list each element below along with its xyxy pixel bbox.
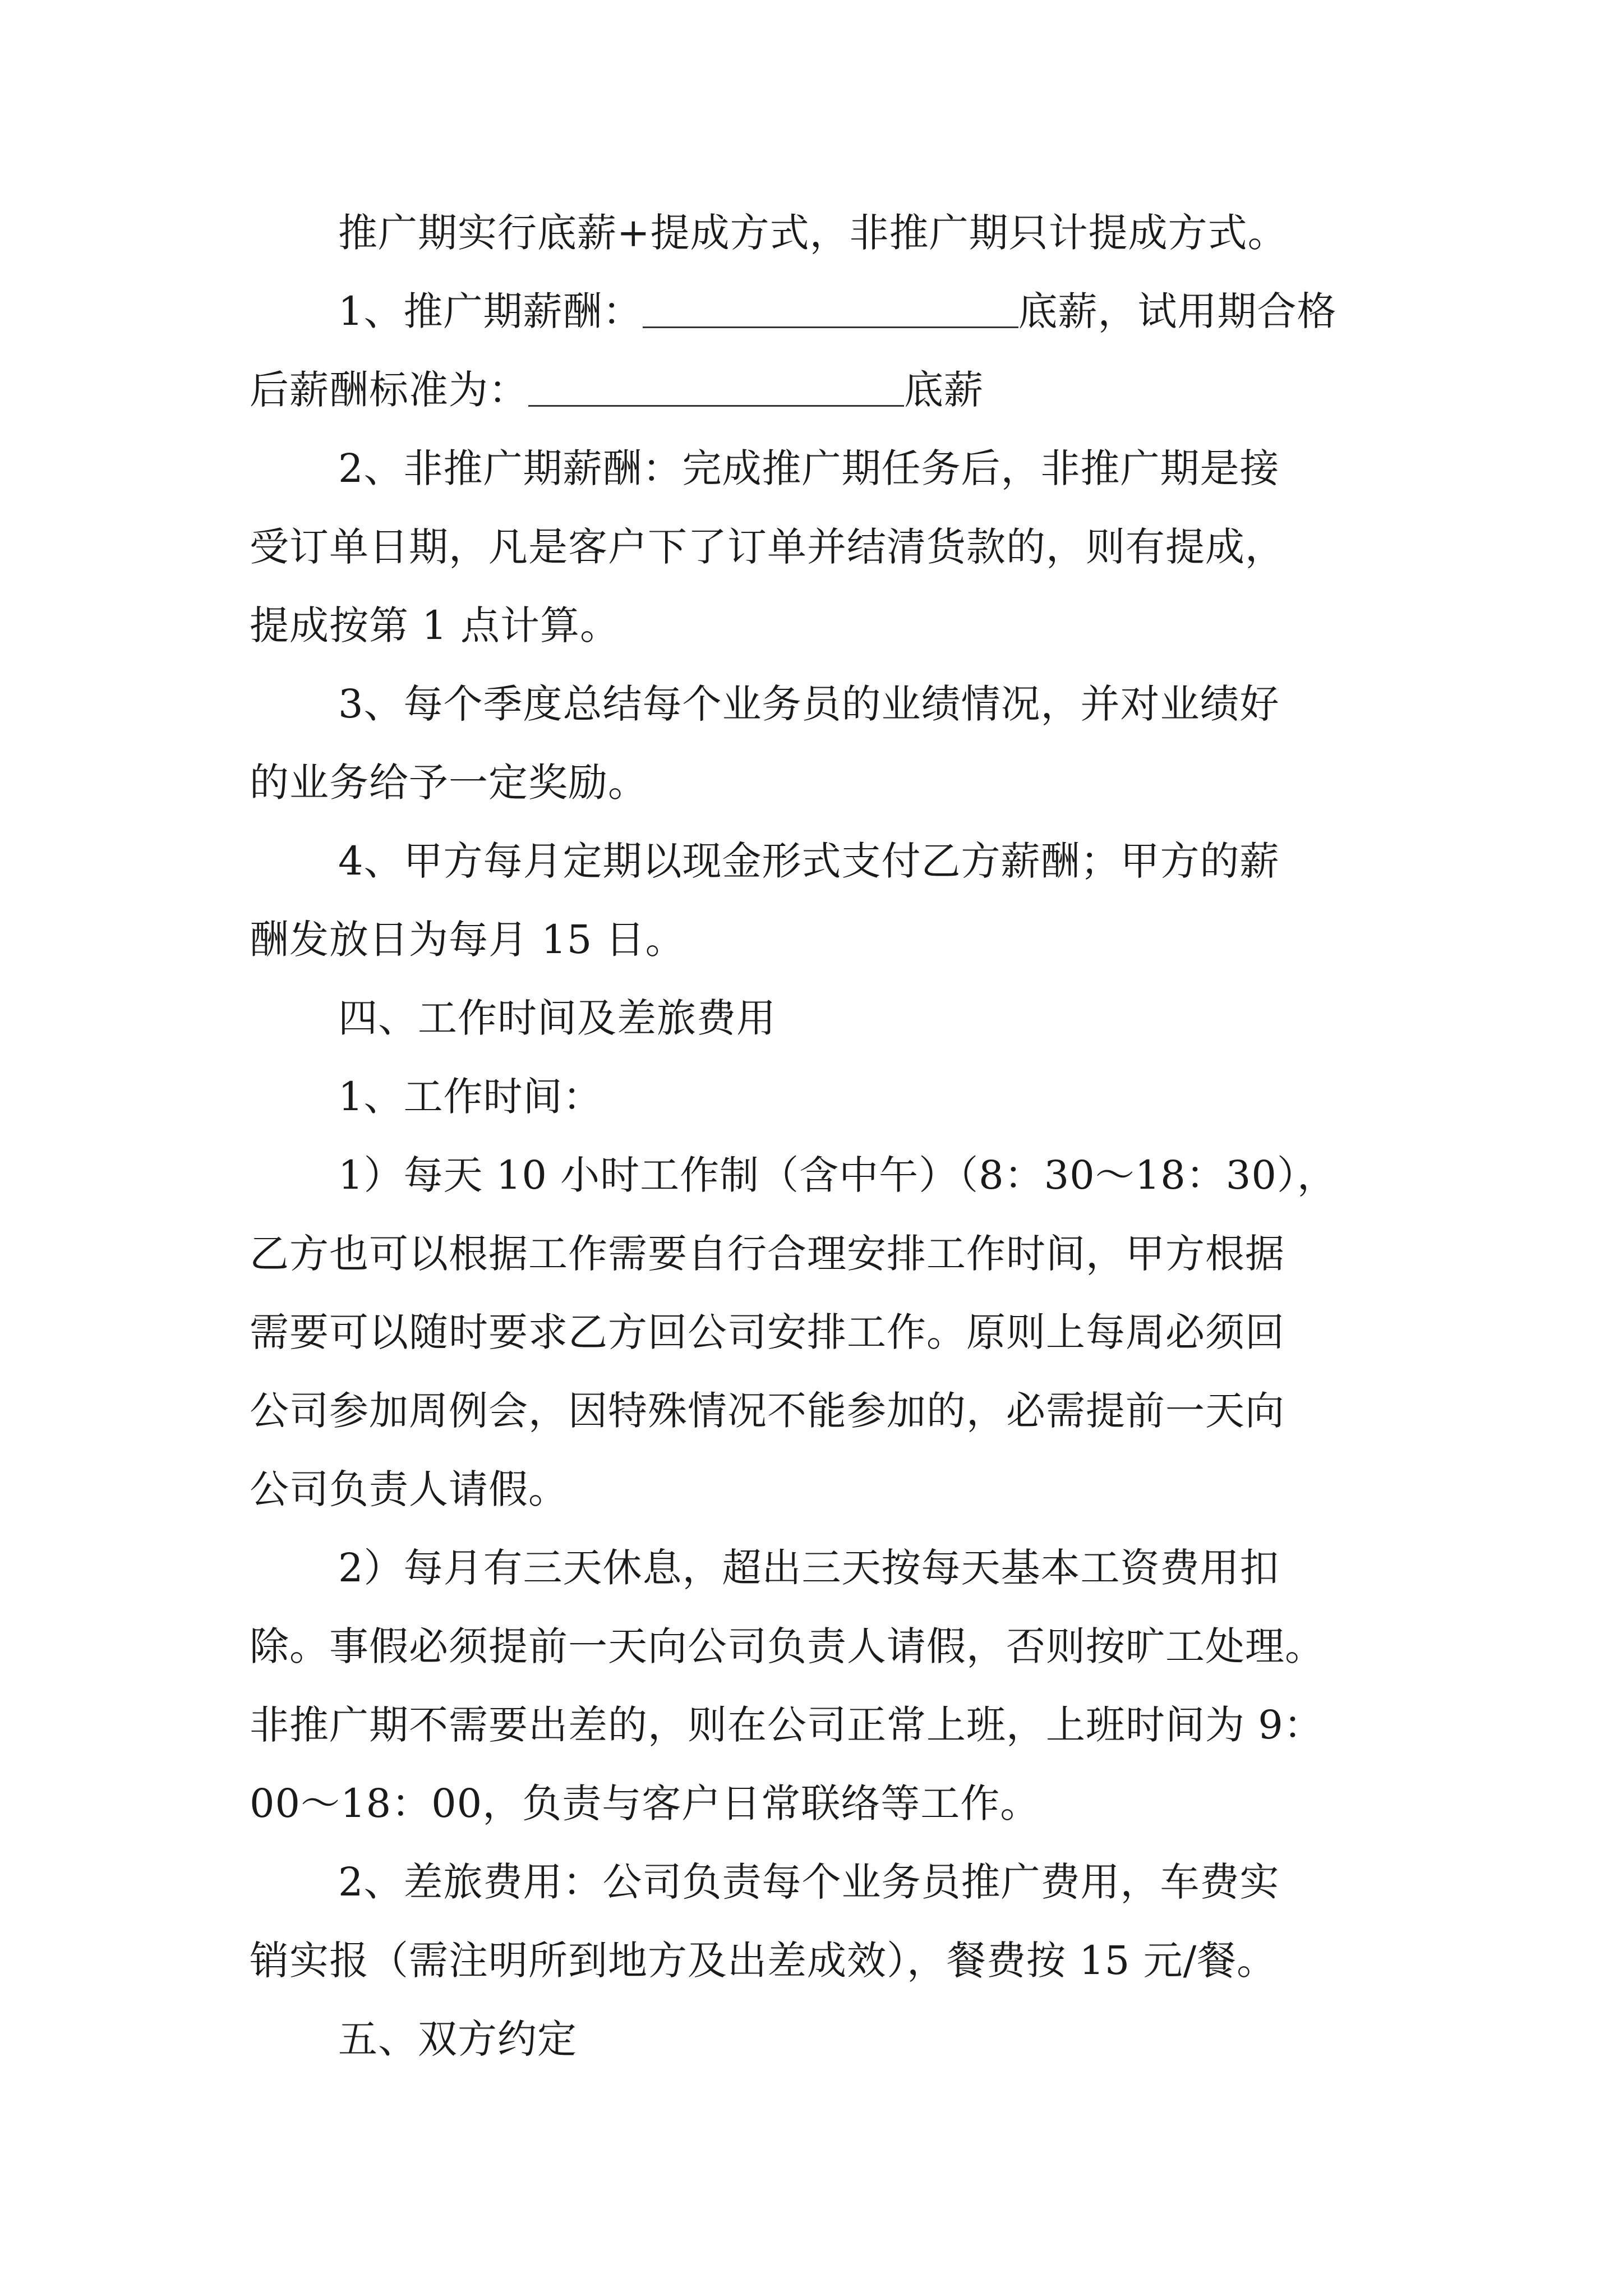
paragraph-line: 需要可以随时要求乙方回公司安排工作。原则上每周必须回	[250, 1309, 1285, 1355]
fill-in-blank	[643, 287, 1018, 328]
paragraph-line: 2、差旅费用：公司负责每个业务员推广费用，车费实	[338, 1859, 1280, 1905]
paragraph-line: 乙方也可以根据工作需要自行合理安排工作时间，甲方根据	[250, 1231, 1285, 1277]
fill-in-blank	[528, 366, 904, 407]
text-segment: 后薪酬标准为：	[250, 367, 528, 413]
paragraph-line: 公司负责人请假。	[250, 1466, 568, 1512]
paragraph-line: 酬发放日为每月 15 日。	[250, 917, 685, 963]
paragraph-line: 2）每月有三天休息，超出三天按每天基本工资费用扣	[338, 1545, 1280, 1591]
paragraph-line: 非推广期不需要出差的，则在公司正常上班，上班时间为 9：	[250, 1702, 1324, 1748]
text-segment: 底薪	[904, 367, 984, 413]
paragraph-line-with-blank	[338, 280, 1337, 342]
paragraph-line: 销实报（需注明所到地方及出差成效），餐费按 15 元/餐。	[250, 1938, 1277, 1984]
subsection-heading: 1、工作时间：	[338, 1074, 603, 1120]
paragraph-line-with-blank	[250, 359, 984, 421]
text-segment: 底薪，试用期合格	[1018, 288, 1337, 334]
paragraph-line: 4、甲方每月定期以现金形式支付乙方薪酬；甲方的薪	[338, 838, 1280, 884]
paragraph-line: 推广期实行底薪+提成方式，非推广期只计提成方式。	[338, 210, 1288, 256]
paragraph-line: 受订单日期，凡是客户下了订单并结清货款的，则有提成，	[250, 524, 1285, 570]
paragraph-line: 公司参加周例会，因特殊情况不能参加的，必需提前一天向	[250, 1388, 1285, 1434]
section-heading: 四、工作时间及差旅费用	[338, 995, 776, 1041]
paragraph-line: 2、非推广期薪酬：完成推广期任务后，非推广期是接	[338, 445, 1280, 491]
text-segment: 1、推广期薪酬：	[338, 288, 643, 334]
paragraph-line: 提成按第 1 点计算。	[250, 602, 620, 648]
paragraph-line: 1）每天 10 小时工作制（含中午）（8：30～18：30），	[338, 1152, 1337, 1198]
paragraph-line: 的业务给予一定奖励。	[250, 760, 648, 806]
paragraph-line: 00～18：00，负责与客户日常联络等工作。	[250, 1780, 1040, 1826]
paragraph-line: 除。事假必须提前一天向公司负责人请假，否则按旷工处理。	[250, 1623, 1325, 1669]
paragraph-line: 3、每个季度总结每个业务员的业绩情况，并对业绩好	[338, 681, 1280, 727]
section-heading: 五、双方约定	[338, 2016, 577, 2062]
